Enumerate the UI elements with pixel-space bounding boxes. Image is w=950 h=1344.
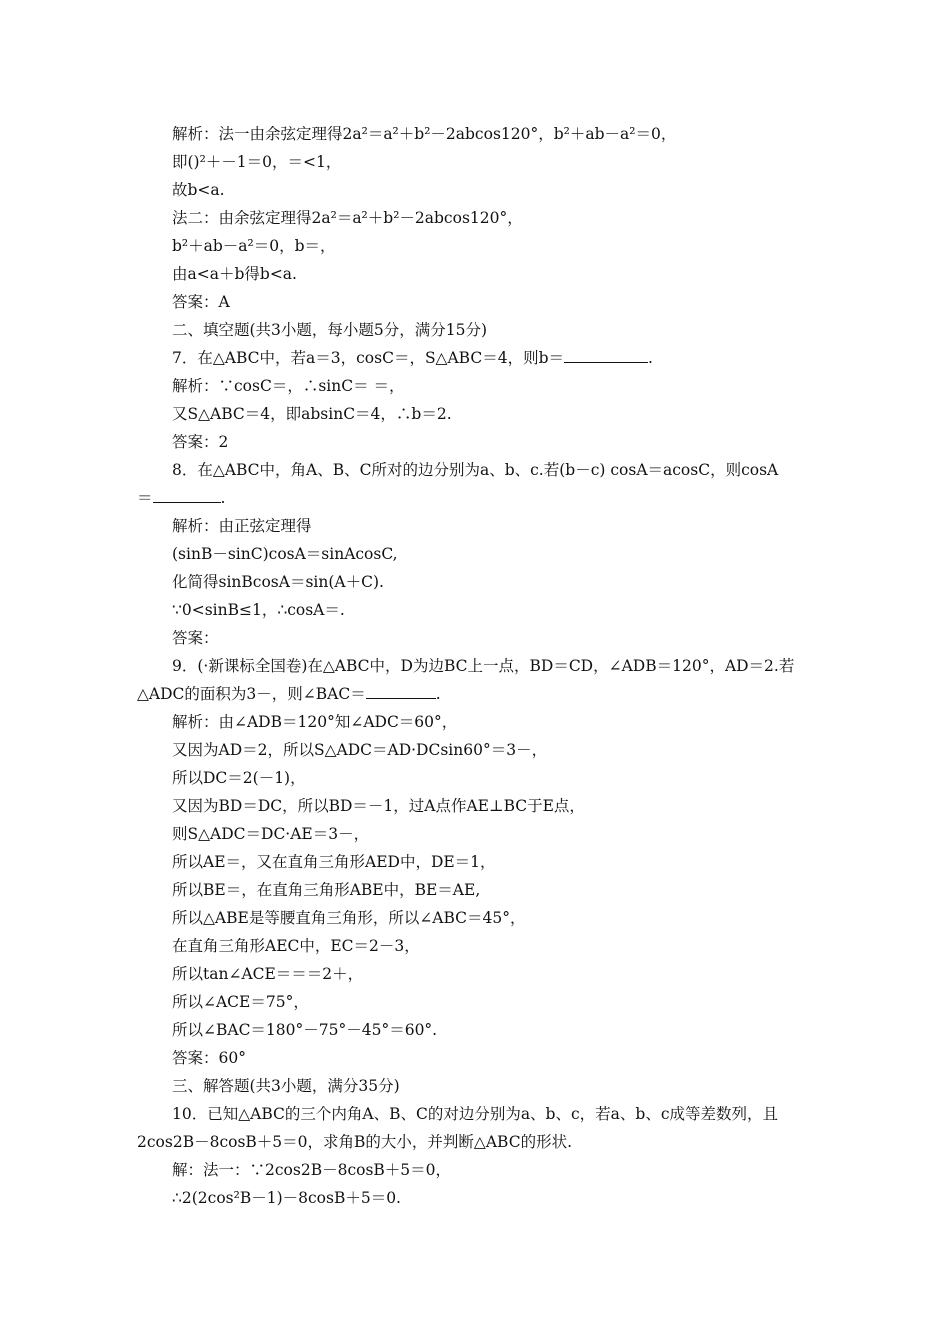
text-line: 所以△ABE是等腰直角三角形，所以∠ABC＝45°，	[172, 909, 526, 927]
question-10-cont: 2cos2B－8cosB＋5＝0，求角B的大小，并判断△ABC的形状.	[137, 1133, 572, 1151]
answer-line: 答案：2	[172, 433, 229, 451]
text-line: 又因为AD＝2，所以S△ADC＝AD·DCsin60°＝3－，	[172, 741, 548, 759]
question-9: 9．(·新课标全国卷)在△ABC中，D为边BC上一点，BD＝CD，∠ADB＝120°，AD＝2.若	[172, 657, 795, 675]
question-7	[172, 348, 653, 368]
answer-blank	[366, 684, 436, 699]
text-line: 所以BE＝，在直角三角形ABE中，BE＝AE,	[172, 881, 481, 899]
answer-line: 答案：A	[172, 293, 230, 311]
text-line: 解析：由正弦定理得	[172, 517, 312, 535]
text-line: 解析：∵cosC＝，∴sinC＝ ＝，	[172, 377, 405, 395]
text-line: 又S△ABC＝4，即absinC＝4，∴b＝2.	[172, 405, 452, 423]
question-8: 8．在△ABC中，角A、B、C所对的边分别为a、b、c.若(b－c) cosA＝acosC，则cosA	[172, 461, 779, 479]
text-line: 在直角三角形AEC中，EC＝2－3，	[172, 937, 420, 955]
text-line: 所以DC＝2(－1)，	[172, 769, 306, 787]
end-mark: .	[435, 685, 441, 703]
text-line: 化简得sinBcosA＝sin(A＋C).	[172, 573, 384, 591]
text-line: ∵0<sinB≤1，∴cosA＝.	[172, 601, 345, 619]
text-line: 由a<a＋b得b<a.	[172, 265, 297, 283]
section-heading: 三、解答题(共3小题，满分35分)	[172, 1077, 400, 1095]
question-text: △ADC的面积为3－，则∠BAC＝	[137, 685, 366, 703]
text-line: 解：法一：∵2cos2B－8cosB＋5＝0，	[172, 1161, 452, 1179]
text-line: 解析：由∠ADB＝120°知∠ADC＝60°，	[172, 713, 458, 731]
text-line: 解析：法一由余弦定理得2a²＝a²＋b²－2abcos120°，b²＋ab－a²＝0，	[172, 125, 677, 143]
end-mark: .	[220, 489, 226, 507]
text-line: 所以tan∠ACE＝＝＝2＋，	[172, 965, 364, 983]
question-10: 10．已知△ABC的三个内角A、B、C的对边分别为a、b、c，若a、b、c成等差数列，且	[172, 1105, 779, 1123]
text-line: 又因为BD＝DC，所以BD＝－1，过A点作AE⊥BC于E点，	[172, 797, 585, 815]
question-text: ＝	[137, 489, 153, 507]
text-line: 法二：由余弦定理得2a²＝a²＋b²－2abcos120°，	[172, 209, 523, 227]
answer-line: 答案：	[172, 629, 219, 647]
text-line: (sinB－sinC)cosA＝sinAcosC,	[172, 545, 398, 563]
text-line: b²＋ab－a²＝0，b＝，	[172, 237, 336, 255]
text-line: 故b<a.	[172, 181, 225, 199]
text-line: 则S△ADC＝DC·AE＝3－，	[172, 825, 370, 843]
answer-blank	[153, 488, 221, 503]
text-line: 即()²＋－1＝0，＝<1，	[172, 153, 342, 171]
answer-line: 答案：60°	[172, 1049, 246, 1067]
answer-blank	[564, 348, 648, 363]
question-text: 7．在△ABC中，若a＝3，cosC＝，S△ABC＝4，则b＝	[172, 349, 564, 367]
question-8-cont	[137, 488, 225, 508]
text-line: ∴2(2cos²B－1)－8cosB＋5＝0.	[172, 1189, 401, 1207]
text-line: 所以AE＝，又在直角三角形AED中，DE＝1，	[172, 853, 496, 871]
question-9-cont	[137, 684, 441, 704]
text-line: 所以∠BAC＝180°－75°－45°＝60°.	[172, 1021, 438, 1039]
section-heading: 二、填空题(共3小题，每小题5分，满分15分)	[172, 321, 488, 339]
end-mark: .	[648, 349, 653, 367]
text-line: 所以∠ACE＝75°，	[172, 993, 309, 1011]
